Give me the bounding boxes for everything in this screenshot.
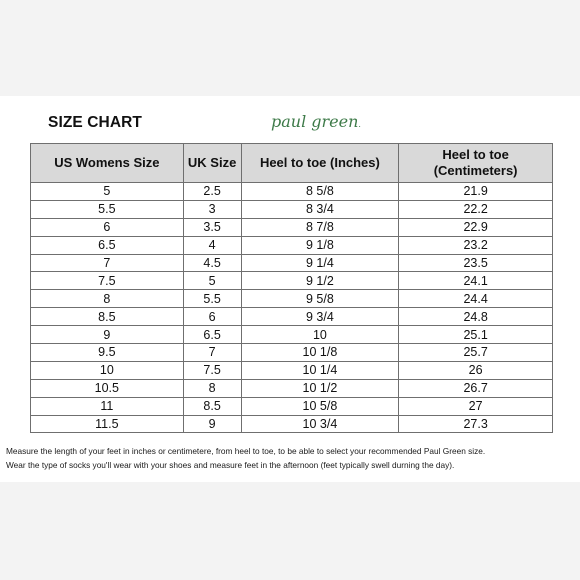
cell-inches: 10 1/2 xyxy=(241,379,399,397)
cell-uk-size: 3 xyxy=(183,200,241,218)
cell-inches: 9 5/8 xyxy=(241,290,399,308)
cell-uk-size: 3.5 xyxy=(183,218,241,236)
brand-name: paul green xyxy=(271,112,359,131)
cell-uk-size: 8.5 xyxy=(183,397,241,415)
header-heel-to-toe-centimeters: Heel to toe (Centimeters) xyxy=(399,144,553,183)
cell-centimeters: 27 xyxy=(399,397,553,415)
table-row xyxy=(31,218,553,236)
table-row xyxy=(31,326,553,344)
brand-logo xyxy=(271,112,361,131)
cell-centimeters: 23.2 xyxy=(399,236,553,254)
cell-inches: 8 5/8 xyxy=(241,183,399,201)
cell-centimeters: 24.4 xyxy=(399,290,553,308)
table-row xyxy=(31,272,553,290)
cell-us-size: 10.5 xyxy=(31,379,184,397)
cell-us-size: 8 xyxy=(31,290,184,308)
cell-inches: 10 1/8 xyxy=(241,344,399,362)
table-row xyxy=(31,361,553,379)
cell-us-size: 5.5 xyxy=(31,200,184,218)
cell-us-size: 11.5 xyxy=(31,415,184,433)
cell-uk-size: 5 xyxy=(183,272,241,290)
table-row xyxy=(31,183,553,201)
cell-inches: 9 1/8 xyxy=(241,236,399,254)
cell-us-size: 10 xyxy=(31,361,184,379)
socks-note: Wear the type of socks you'll wear with your shoes and measure feet in the afternoon (feet typically swell durning the day). xyxy=(6,460,455,470)
cell-us-size: 11 xyxy=(31,397,184,415)
cell-centimeters: 25.7 xyxy=(399,344,553,362)
cell-uk-size: 6 xyxy=(183,308,241,326)
brand-dot: . xyxy=(358,120,361,129)
cell-uk-size: 4 xyxy=(183,236,241,254)
table-row xyxy=(31,344,553,362)
cell-inches: 8 7/8 xyxy=(241,218,399,236)
cell-centimeters: 21.9 xyxy=(399,183,553,201)
table-row xyxy=(31,236,553,254)
table-row xyxy=(31,415,553,433)
cell-inches: 9 1/4 xyxy=(241,254,399,272)
cell-centimeters: 22.2 xyxy=(399,200,553,218)
cell-inches: 10 3/4 xyxy=(241,415,399,433)
table-row xyxy=(31,290,553,308)
cell-centimeters: 22.9 xyxy=(399,218,553,236)
cell-centimeters: 26.7 xyxy=(399,379,553,397)
cell-centimeters: 26 xyxy=(399,361,553,379)
cell-uk-size: 2.5 xyxy=(183,183,241,201)
cell-centimeters: 25.1 xyxy=(399,326,553,344)
page-title: SIZE CHART xyxy=(48,114,142,131)
cell-uk-size: 7 xyxy=(183,344,241,362)
table-row xyxy=(31,397,553,415)
cell-inches: 9 3/4 xyxy=(241,308,399,326)
cell-us-size: 6 xyxy=(31,218,184,236)
cell-inches: 10 xyxy=(241,326,399,344)
table-row xyxy=(31,200,553,218)
cell-inches: 10 1/4 xyxy=(241,361,399,379)
table-header-row xyxy=(31,144,553,183)
table-body xyxy=(31,183,553,433)
cell-us-size: 8.5 xyxy=(31,308,184,326)
table-row xyxy=(31,379,553,397)
cell-uk-size: 9 xyxy=(183,415,241,433)
cell-centimeters: 24.1 xyxy=(399,272,553,290)
header-heel-to-toe-inches: Heel to toe (Inches) xyxy=(241,144,399,183)
size-chart-sheet xyxy=(0,96,580,482)
cell-us-size: 6.5 xyxy=(31,236,184,254)
cell-us-size: 9 xyxy=(31,326,184,344)
size-table xyxy=(30,143,553,433)
cell-uk-size: 5.5 xyxy=(183,290,241,308)
measure-note: Measure the length of your feet in inches or centimetere, from heel to toe, to be able to select your recommended Paul Green size. xyxy=(6,446,486,456)
cell-uk-size: 4.5 xyxy=(183,254,241,272)
table-row xyxy=(31,308,553,326)
cell-centimeters: 23.5 xyxy=(399,254,553,272)
cell-us-size: 9.5 xyxy=(31,344,184,362)
cell-us-size: 5 xyxy=(31,183,184,201)
cell-us-size: 7 xyxy=(31,254,184,272)
cell-uk-size: 6.5 xyxy=(183,326,241,344)
cell-uk-size: 8 xyxy=(183,379,241,397)
header-us-womens-size: US Womens Size xyxy=(31,144,184,183)
cell-inches: 9 1/2 xyxy=(241,272,399,290)
cell-uk-size: 7.5 xyxy=(183,361,241,379)
table-row xyxy=(31,254,553,272)
cell-us-size: 7.5 xyxy=(31,272,184,290)
header-uk-size: UK Size xyxy=(183,144,241,183)
cell-centimeters: 24.8 xyxy=(399,308,553,326)
cell-centimeters: 27.3 xyxy=(399,415,553,433)
cell-inches: 10 5/8 xyxy=(241,397,399,415)
cell-inches: 8 3/4 xyxy=(241,200,399,218)
